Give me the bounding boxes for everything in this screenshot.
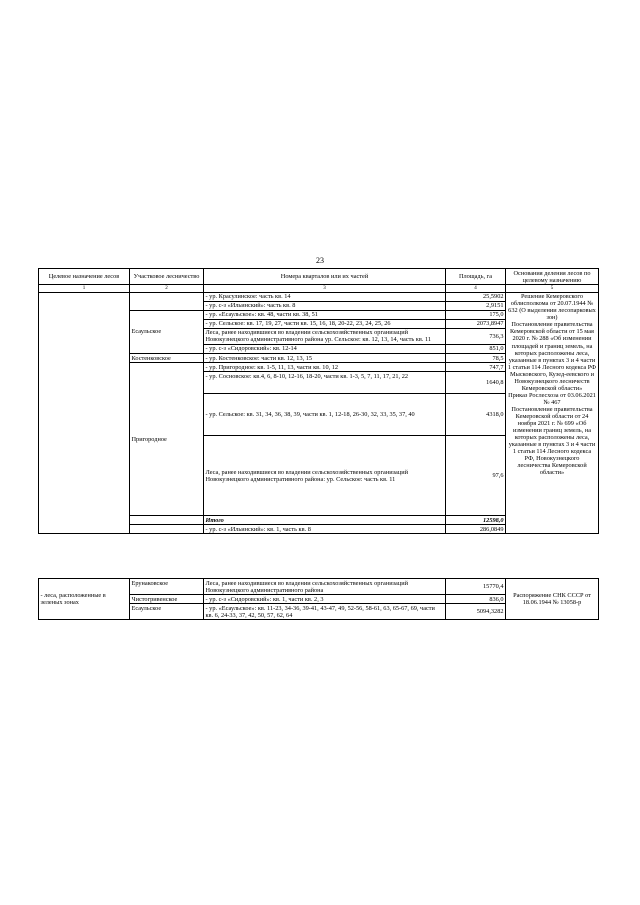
forest-purpose-table (38, 268, 599, 534)
quarters-cell: - ур. Пригородное: кв. 1-5, 11, 13, части кв. 10, 12 (204, 363, 446, 372)
area-cell: 2,9151 (446, 301, 506, 310)
basis-cell (506, 292, 599, 534)
area-cell: 851,0 (446, 344, 506, 353)
purpose-cell-empty (39, 292, 130, 534)
forestry-cell: Есаульское (130, 604, 204, 620)
area-cell: 2073,8947 (446, 319, 506, 328)
area-cell: 15770,4 (446, 579, 506, 595)
quarters-cell: - ур. с-з «Сидоровский»: кв. 1, части кв. 2, 3 (204, 595, 446, 604)
quarters-cell: - ур. с-з «Ильинский»: кв. 1, часть кв. 8 (204, 525, 446, 534)
forestry-cell: Ерунаковское (130, 579, 204, 595)
forestry-cell: Чистогривенское (130, 595, 204, 604)
header-purpose: Целевое назначение лесов (39, 269, 130, 285)
forestry-cell-empty (130, 525, 204, 534)
column-numbers-row (39, 285, 599, 293)
header-forestry: Участковое лесничество (130, 269, 204, 285)
header-area: Площадь, га (446, 269, 506, 285)
area-cell: 836,0 (446, 595, 506, 604)
quarters-cell: - ур. Сельское: кв. 17, 19, 27, части кв. 15, 16, 18, 20-22, 23, 24, 25, 26 (204, 319, 446, 328)
basis-text: Постановление правительства Кемеровской области от 15 мая 2020 г. № 288 «Об изменении площадей и границ земель, на которых расположены леса, указанные в пунктах 3 и 4 части 1 статьи 114 Лесного кодекса РФ Мысковского, Кузед-еевского и Новокузнецкого лесничеств Кемеровской области» (507, 321, 597, 392)
quarters-cell: - ур. Костенковское: части кв. 12, 13, 15 (204, 354, 446, 363)
area-cell: 1640,8 (446, 372, 506, 394)
quarters-cell: Леса, ранее находившиеся во владении сельскохозяйственных организаций Новокузнецкого административного района (204, 579, 446, 595)
quarters-cell: - ур. с-з «Ильинский»: часть кв. 8 (204, 301, 446, 310)
table-row (39, 579, 599, 595)
col-number: 2 (130, 285, 204, 293)
quarters-cell: - ур. «Есаульское»: кв. 11-23, 34-36, 39-41, 43-47, 49, 52-56, 58-61, 63, 65-67, 69, части кв. 6, 24-33, 37, 42, 50, 57, 62, 64 (204, 604, 446, 620)
quarters-cell: Леса, ранее находившиеся во владении сельскохозяйственных организаций Новокузнецкого административного района ур. Сельское: кв. 12, 13, 14, часть кв. 11 (204, 328, 446, 344)
purpose-cell: - леса, расположенные в зеленых зонах (39, 579, 130, 620)
basis-text: Постановление правительства Кемеровской области от 24 ноября 2021 г. № 699 «Об изменении границ земель, на которых расположены леса, указанные в пунктах 3 и 4 части 1 статьи 114 Лесного кодекса РФ, Новокузнецкого лесничества Кемеровской области» (508, 405, 596, 477)
green-zones-table (38, 578, 599, 620)
quarters-cell: - ур. Сельское: кв. 31, 34, 36, 38, 39, части кв. 1, 12-18, 26-30, 32, 33, 35, 37, 40 (204, 394, 446, 436)
quarters-cell: - ур. Сосновское: кв.4, 6, 8-10, 12-16, 18-20, части кв. 1-3, 5, 7, 11, 17, 21, 22 (204, 372, 446, 394)
forestry-cell: Пригородное (130, 363, 204, 516)
table-row (39, 292, 599, 301)
quarters-cell: Леса, ранее находившиеся во владении сельскохозяйственных организаций Новокузнецкого административного района: ур. Сельское: часть кв. 11 (204, 436, 446, 516)
quarters-cell: - ур. «Есаульское»: кв. 48, части кв. 38, 51 (204, 310, 446, 319)
quarters-cell: - ур. Красулинское: часть кв. 14 (204, 292, 446, 301)
header-quarters: Номера кварталов или их частей (204, 269, 446, 285)
header-basis: Основания деления лесов по целевому назначению (506, 269, 599, 285)
area-cell: 25,5902 (446, 292, 506, 301)
area-cell: 97,6 (446, 436, 506, 516)
col-number: 1 (39, 285, 130, 293)
page-number: 23 (316, 256, 324, 265)
forestry-cell-empty (130, 292, 204, 310)
col-number: 5 (506, 285, 599, 293)
header-row (39, 269, 599, 285)
basis-cell: Распоряжение СНК СССР от 18.06.1944 № 13058-р (506, 579, 599, 620)
area-cell: 747,7 (446, 363, 506, 372)
area-cell: 286,0849 (446, 525, 506, 534)
area-cell: 78,5 (446, 354, 506, 363)
total-label: Итого (204, 516, 446, 525)
basis-text: Приказ Рослесхоза от 03.06.2021 № 467 (508, 391, 596, 406)
area-cell: 5094,3282 (446, 604, 506, 620)
col-number: 3 (204, 285, 446, 293)
forestry-cell: Костенковское (130, 354, 204, 363)
total-area: 12598,0 (446, 516, 506, 525)
area-cell: 175,0 (446, 310, 506, 319)
forestry-cell: Есаульское (130, 310, 204, 353)
col-number: 4 (446, 285, 506, 293)
quarters-cell: - ур. с-з «Сидоровский»: кв. 12-14 (204, 344, 446, 353)
area-cell: 4318,0 (446, 394, 506, 436)
basis-text: Решение Кемеровского облисполкома от 20.07.1944 № 632 (О выделении лесопарковых зон) (508, 293, 596, 322)
forestry-cell-empty (130, 516, 204, 525)
area-cell: 736,3 (446, 328, 506, 344)
